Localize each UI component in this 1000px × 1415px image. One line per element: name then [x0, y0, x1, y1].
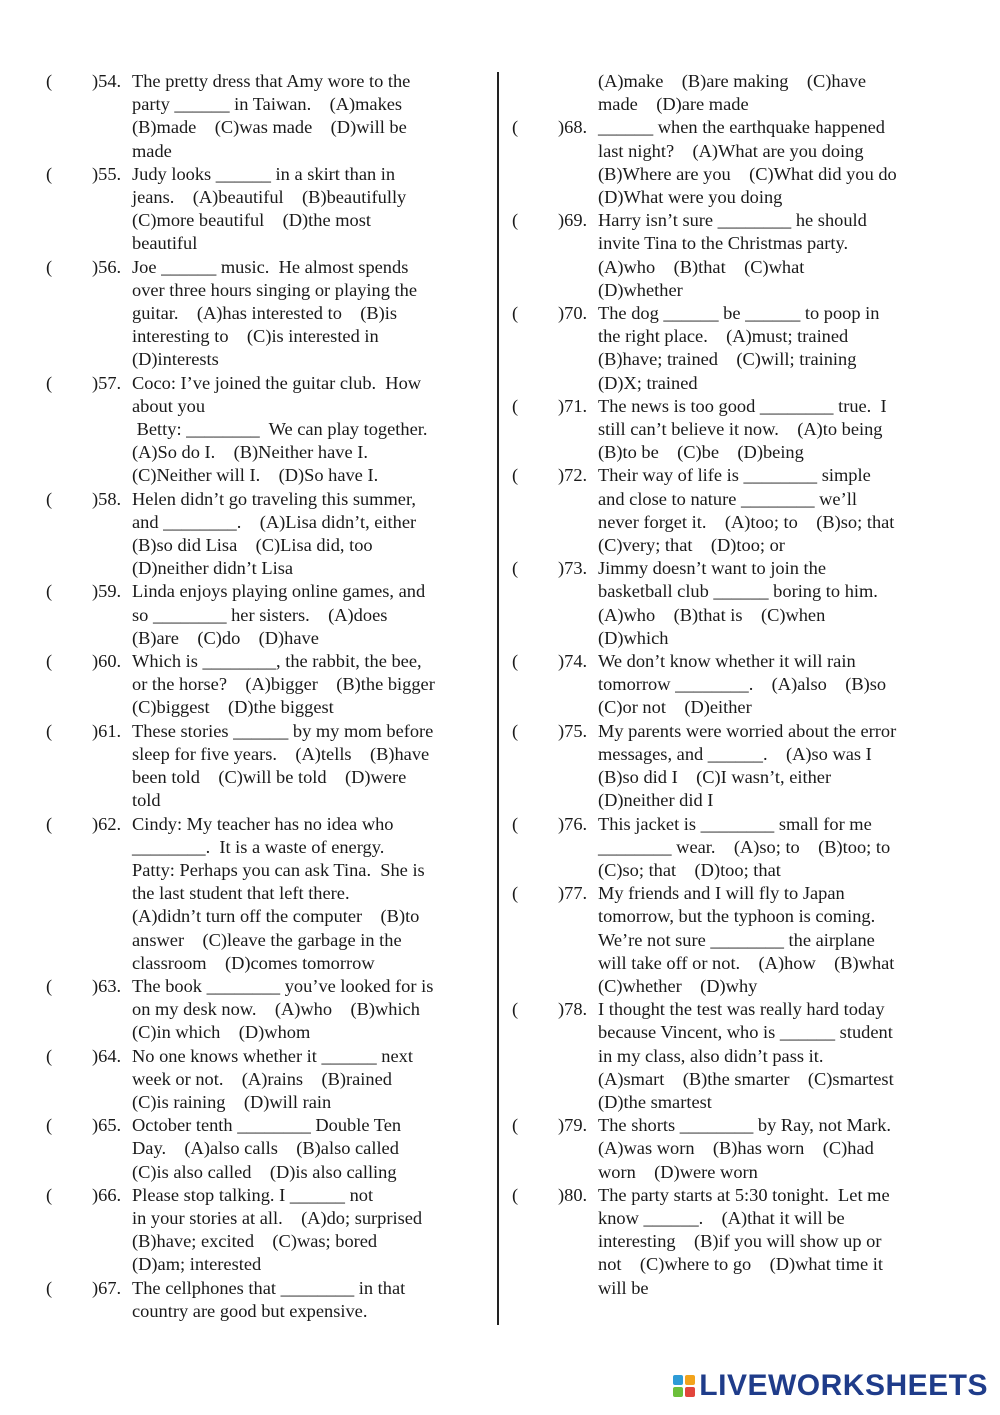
question-number: )65. [92, 1115, 122, 1136]
question-item [40, 813, 480, 975]
answer-blank[interactable]: ( [46, 581, 53, 602]
question-line: (A)didn’t turn off the computer (B)to [132, 906, 420, 927]
question-line: interesting (B)if you will show up or [598, 1231, 882, 1252]
question-line: Jimmy doesn’t want to join the [598, 558, 826, 579]
question-line: The dog ______ be ______ to poop in [598, 303, 880, 324]
question-number: )76. [558, 813, 588, 834]
question-line: and ________. (A)Lisa didn’t, either [132, 511, 417, 532]
question-line: (A)make (B)are making (C)have [598, 71, 867, 91]
question-text [598, 813, 936, 883]
question-line: The news is too good ________ true. I [598, 395, 887, 416]
question-line: not (C)where to go (D)what time it [598, 1254, 883, 1275]
question-line: (A)So do I. (B)Neither have I. [132, 442, 368, 463]
question-line: or the horse? (A)bigger (B)the bigger [132, 674, 435, 695]
answer-blank[interactable]: ( [512, 1115, 519, 1136]
question-line: ______ when the earthquake happened [598, 117, 885, 138]
question-line: Helen didn’t go traveling this summer, [132, 488, 416, 509]
question-text [132, 488, 480, 581]
question-line: in your stories at all. (A)do; surprised [132, 1207, 423, 1228]
right-column [506, 70, 936, 1300]
question-line: My parents were worried about the error [598, 720, 897, 741]
question-number: )74. [558, 651, 588, 672]
liveworksheets-logo-icon [673, 1375, 695, 1397]
question-line: My friends and I will fly to Japan [598, 883, 845, 904]
question-line: country are good but expensive. [132, 1300, 368, 1321]
question-item [40, 488, 480, 581]
question-line: basketball club ______ boring to him. [598, 581, 878, 602]
question-text [132, 813, 480, 975]
answer-blank[interactable]: ( [512, 465, 519, 486]
question-item [506, 1114, 936, 1184]
question-line: (C)very; that (D)too; or [598, 535, 785, 556]
question-line: The party starts at 5:30 tonight. Let me [598, 1184, 890, 1205]
question-line: (D)the smartest [598, 1091, 712, 1112]
question-number: )69. [558, 210, 588, 231]
question-item [506, 395, 936, 465]
answer-blank[interactable]: ( [46, 256, 53, 277]
question-line: been told (C)will be told (D)were [132, 767, 407, 788]
question-item [40, 1045, 480, 1115]
question-line: Betty: ________ We can play together. [132, 419, 428, 440]
question-line: interesting to (C)is interested in [132, 326, 379, 347]
answer-blank[interactable]: ( [512, 395, 519, 416]
question-number: )59. [92, 581, 122, 602]
question-text [598, 209, 936, 302]
question-line: Coco: I’ve joined the guitar club. How [132, 372, 422, 393]
question-line: because Vincent, who is ______ student [598, 1022, 893, 1043]
question-number: )80. [558, 1184, 588, 1205]
question-line: Which is ________, the rabbit, the bee, [132, 651, 422, 672]
question-number: )79. [558, 1115, 588, 1136]
question-line: so ________ her sisters. (A)does [132, 604, 388, 625]
question-line: (B)have; trained (C)will; training [598, 349, 857, 370]
question-line: never forget it. (A)too; to (B)so; that [598, 511, 895, 532]
question-number: )58. [92, 488, 122, 509]
question-number: )64. [92, 1045, 122, 1066]
question-number: )78. [558, 999, 588, 1020]
question-line: Linda enjoys playing online games, and [132, 581, 426, 602]
question-item [40, 372, 480, 488]
question-number: )67. [92, 1277, 122, 1298]
question-line: (C)Neither will I. (D)So have I. [132, 465, 379, 486]
question-item [40, 580, 480, 650]
question-line: Joe ______ music. He almost spends [132, 256, 409, 277]
question-line: (D)which [598, 627, 669, 648]
question-text [132, 650, 480, 720]
question-number: )54. [92, 71, 122, 91]
question-line: ________ wear. (A)so; to (B)too; to [598, 836, 891, 857]
question-line: tomorrow ________. (A)also (B)so [598, 674, 887, 695]
question-line: (B)so did I (C)I wasn’t, either [598, 767, 832, 788]
question-line: on my desk now. (A)who (B)which [132, 999, 420, 1020]
question-line: sleep for five years. (A)tells (B)have [132, 743, 430, 764]
question-item [506, 998, 936, 1114]
question-line: (D)neither did I [598, 790, 714, 811]
question-line: We’re not sure ________ the airplane [598, 929, 875, 950]
answer-blank[interactable]: ( [46, 1115, 53, 1136]
question-line: (A)who (B)that (C)what [598, 256, 805, 277]
question-text [598, 116, 936, 209]
question-line: (D)whether [598, 279, 683, 300]
question-line: (B)have; excited (C)was; bored [132, 1231, 378, 1252]
question-number: )75. [558, 720, 588, 741]
answer-blank[interactable]: ( [46, 651, 53, 672]
question-item [506, 882, 936, 998]
question-item [506, 209, 936, 302]
question-line: Their way of life is ________ simple [598, 465, 871, 486]
left-column [40, 70, 480, 1323]
answer-blank[interactable]: ( [512, 210, 519, 231]
answer-blank[interactable]: ( [46, 488, 53, 509]
question-number: )77. [558, 883, 588, 904]
question-text [132, 1045, 480, 1115]
question-line: (A)who (B)that is (C)when [598, 604, 826, 625]
answer-blank[interactable]: ( [46, 975, 53, 996]
question-item [40, 650, 480, 720]
question-number: )56. [92, 256, 122, 277]
answer-blank[interactable]: ( [512, 651, 519, 672]
question-item [506, 557, 936, 650]
question-line: Patty: Perhaps you can ask Tina. She is [132, 859, 425, 880]
answer-blank[interactable]: ( [46, 720, 53, 741]
question-line: still can’t believe it now. (A)to being [598, 419, 883, 440]
question-line: party ______ in Taiwan. (A)makes [132, 94, 403, 115]
question-line: (D)neither didn’t Lisa [132, 558, 294, 579]
question-number: )66. [92, 1184, 122, 1205]
question-line: (C)is also called (D)is also calling [132, 1161, 397, 1182]
question-number: )71. [558, 395, 588, 416]
question-text [598, 395, 936, 465]
question-line: The cellphones that ________ in that [132, 1277, 406, 1298]
question-line: (A)was worn (B)has worn (C)had [598, 1138, 874, 1159]
question-line: (C)in which (D)whom [132, 1022, 311, 1043]
question-line: beautiful [132, 233, 198, 254]
question-line: The book ________ you’ve looked for is [132, 975, 434, 996]
answer-blank[interactable]: ( [46, 1184, 53, 1205]
question-line: (B)made (C)was made (D)will be [132, 117, 407, 138]
question-item [40, 163, 480, 256]
question-line: and close to nature ________ we’ll [598, 488, 857, 509]
question-line: (D)interests [132, 349, 219, 370]
question-line: (D)What were you doing [598, 187, 783, 208]
answer-blank[interactable]: ( [512, 303, 519, 324]
question-text [598, 650, 936, 720]
question-item [506, 1184, 936, 1300]
column-divider [497, 72, 499, 1325]
question-text [598, 302, 936, 395]
question-line: over three hours singing or playing the [132, 279, 417, 300]
question-line: Day. (A)also calls (B)also called [132, 1138, 399, 1159]
question-line: (C)biggest (D)the biggest [132, 697, 334, 718]
question-text [132, 580, 480, 650]
question-line: I thought the test was really hard today [598, 999, 885, 1020]
question-line: (C)more beautiful (D)the most [132, 210, 372, 231]
question-item [40, 1184, 480, 1277]
answer-blank[interactable]: ( [46, 372, 53, 393]
question-item [40, 720, 480, 813]
question-line: made [132, 140, 172, 161]
answer-blank[interactable]: ( [512, 883, 519, 904]
question-line: answer (C)leave the garbage in the [132, 929, 402, 950]
logo-text: LIVEWORKSHEETS [699, 1369, 988, 1402]
question-line: The shorts ________ by Ray, not Mark. [598, 1115, 892, 1136]
question-number: )63. [92, 975, 122, 996]
answer-blank[interactable]: ( [46, 163, 53, 184]
question-line: (C)so; that (D)too; that [598, 859, 781, 880]
question-text [598, 998, 936, 1114]
question-text [132, 720, 480, 813]
question-line: last night? (A)What are you doing [598, 140, 864, 161]
question-line: (B)so did Lisa (C)Lisa did, too [132, 535, 373, 556]
answer-blank[interactable]: ( [46, 1045, 53, 1066]
question-line: will take off or not. (A)how (B)what [598, 952, 895, 973]
question-text [132, 1277, 480, 1323]
question-line: messages, and ______. (A)so was I [598, 743, 872, 764]
question-line: told [132, 790, 161, 811]
answer-blank[interactable]: ( [46, 71, 53, 91]
question-text [598, 1184, 936, 1300]
liveworksheets-logo[interactable] [673, 1369, 988, 1403]
question-continuation [506, 70, 936, 116]
question-item [506, 813, 936, 883]
question-line: (C)or not (D)either [598, 697, 752, 718]
question-line: This jacket is ________ small for me [598, 813, 872, 834]
question-text [132, 1114, 480, 1184]
question-line: (A)smart (B)the smarter (C)smartest [598, 1068, 894, 1089]
question-text [132, 256, 480, 372]
question-line: know ______. (A)that it will be [598, 1207, 845, 1228]
question-number: )55. [92, 163, 122, 184]
question-line: (B)to be (C)be (D)being [598, 442, 804, 463]
question-text [132, 1184, 480, 1277]
answer-blank[interactable]: ( [512, 720, 519, 741]
answer-blank[interactable]: ( [512, 813, 519, 834]
question-line: will be [598, 1277, 649, 1298]
question-text [132, 372, 480, 488]
question-line: invite Tina to the Christmas party. [598, 233, 849, 254]
question-text [598, 464, 936, 557]
question-item [506, 302, 936, 395]
question-item [506, 464, 936, 557]
question-number: )57. [92, 372, 122, 393]
question-text [598, 882, 936, 998]
question-line: classroom (D)comes tomorrow [132, 952, 375, 973]
question-number: )60. [92, 651, 122, 672]
question-text [132, 70, 480, 163]
question-item [40, 975, 480, 1045]
question-text [598, 557, 936, 650]
question-number: )62. [92, 813, 122, 834]
question-line: We don’t know whether it will rain [598, 651, 856, 672]
answer-blank[interactable]: ( [512, 999, 519, 1020]
question-line: No one knows whether it ______ next [132, 1045, 413, 1066]
answer-blank[interactable]: ( [512, 117, 519, 138]
question-line: guitar. (A)has interested to (B)is [132, 303, 398, 324]
question-text [598, 720, 936, 813]
answer-blank[interactable]: ( [46, 813, 53, 834]
question-item [40, 70, 480, 163]
answer-blank[interactable]: ( [512, 1184, 519, 1205]
question-text [132, 975, 480, 1045]
answer-blank[interactable]: ( [46, 1277, 53, 1298]
question-line: week or not. (A)rains (B)rained [132, 1068, 392, 1089]
question-text [132, 163, 480, 256]
question-line: Cindy: My teacher has no idea who [132, 813, 394, 834]
question-line: worn (D)were worn [598, 1161, 758, 1182]
question-line: in my class, also didn’t pass it. [598, 1045, 824, 1066]
question-line: (B)are (C)do (D)have [132, 627, 319, 648]
question-line: ________. It is a waste of energy. [132, 836, 385, 857]
question-line: (D)am; interested [132, 1254, 262, 1275]
question-line: the last student that left there. [132, 883, 350, 904]
question-number: )73. [558, 558, 588, 579]
question-item [506, 720, 936, 813]
question-line: jeans. (A)beautiful (B)beautifully [132, 187, 407, 208]
question-line: made (D)are made [598, 94, 749, 115]
question-number: )68. [558, 117, 588, 138]
answer-blank[interactable]: ( [512, 558, 519, 579]
question-line: October tenth ________ Double Ten [132, 1115, 402, 1136]
question-line: the right place. (A)must; trained [598, 326, 849, 347]
question-line: (D)X; trained [598, 372, 698, 393]
question-line: Harry isn’t sure ________ he should [598, 210, 867, 231]
question-line: The pretty dress that Amy wore to the [132, 71, 411, 91]
question-line: about you [132, 395, 206, 416]
question-item [40, 256, 480, 372]
question-text [598, 1114, 936, 1184]
question-line: tomorrow, but the typhoon is coming. [598, 906, 876, 927]
question-number: )70. [558, 303, 588, 324]
question-line: (C)whether (D)why [598, 975, 758, 996]
question-line: (B)Where are you (C)What did you do [598, 163, 897, 184]
question-item [506, 650, 936, 720]
question-line: (C)is raining (D)will rain [132, 1091, 332, 1112]
question-number: )72. [558, 465, 588, 486]
question-line: Judy looks ______ in a skirt than in [132, 163, 396, 184]
question-line: These stories ______ by my mom before [132, 720, 434, 741]
question-item [506, 116, 936, 209]
question-item [40, 1114, 480, 1184]
question-item [40, 1277, 480, 1323]
question-number: )61. [92, 720, 122, 741]
question-line: Please stop talking. I ______ not [132, 1184, 374, 1205]
